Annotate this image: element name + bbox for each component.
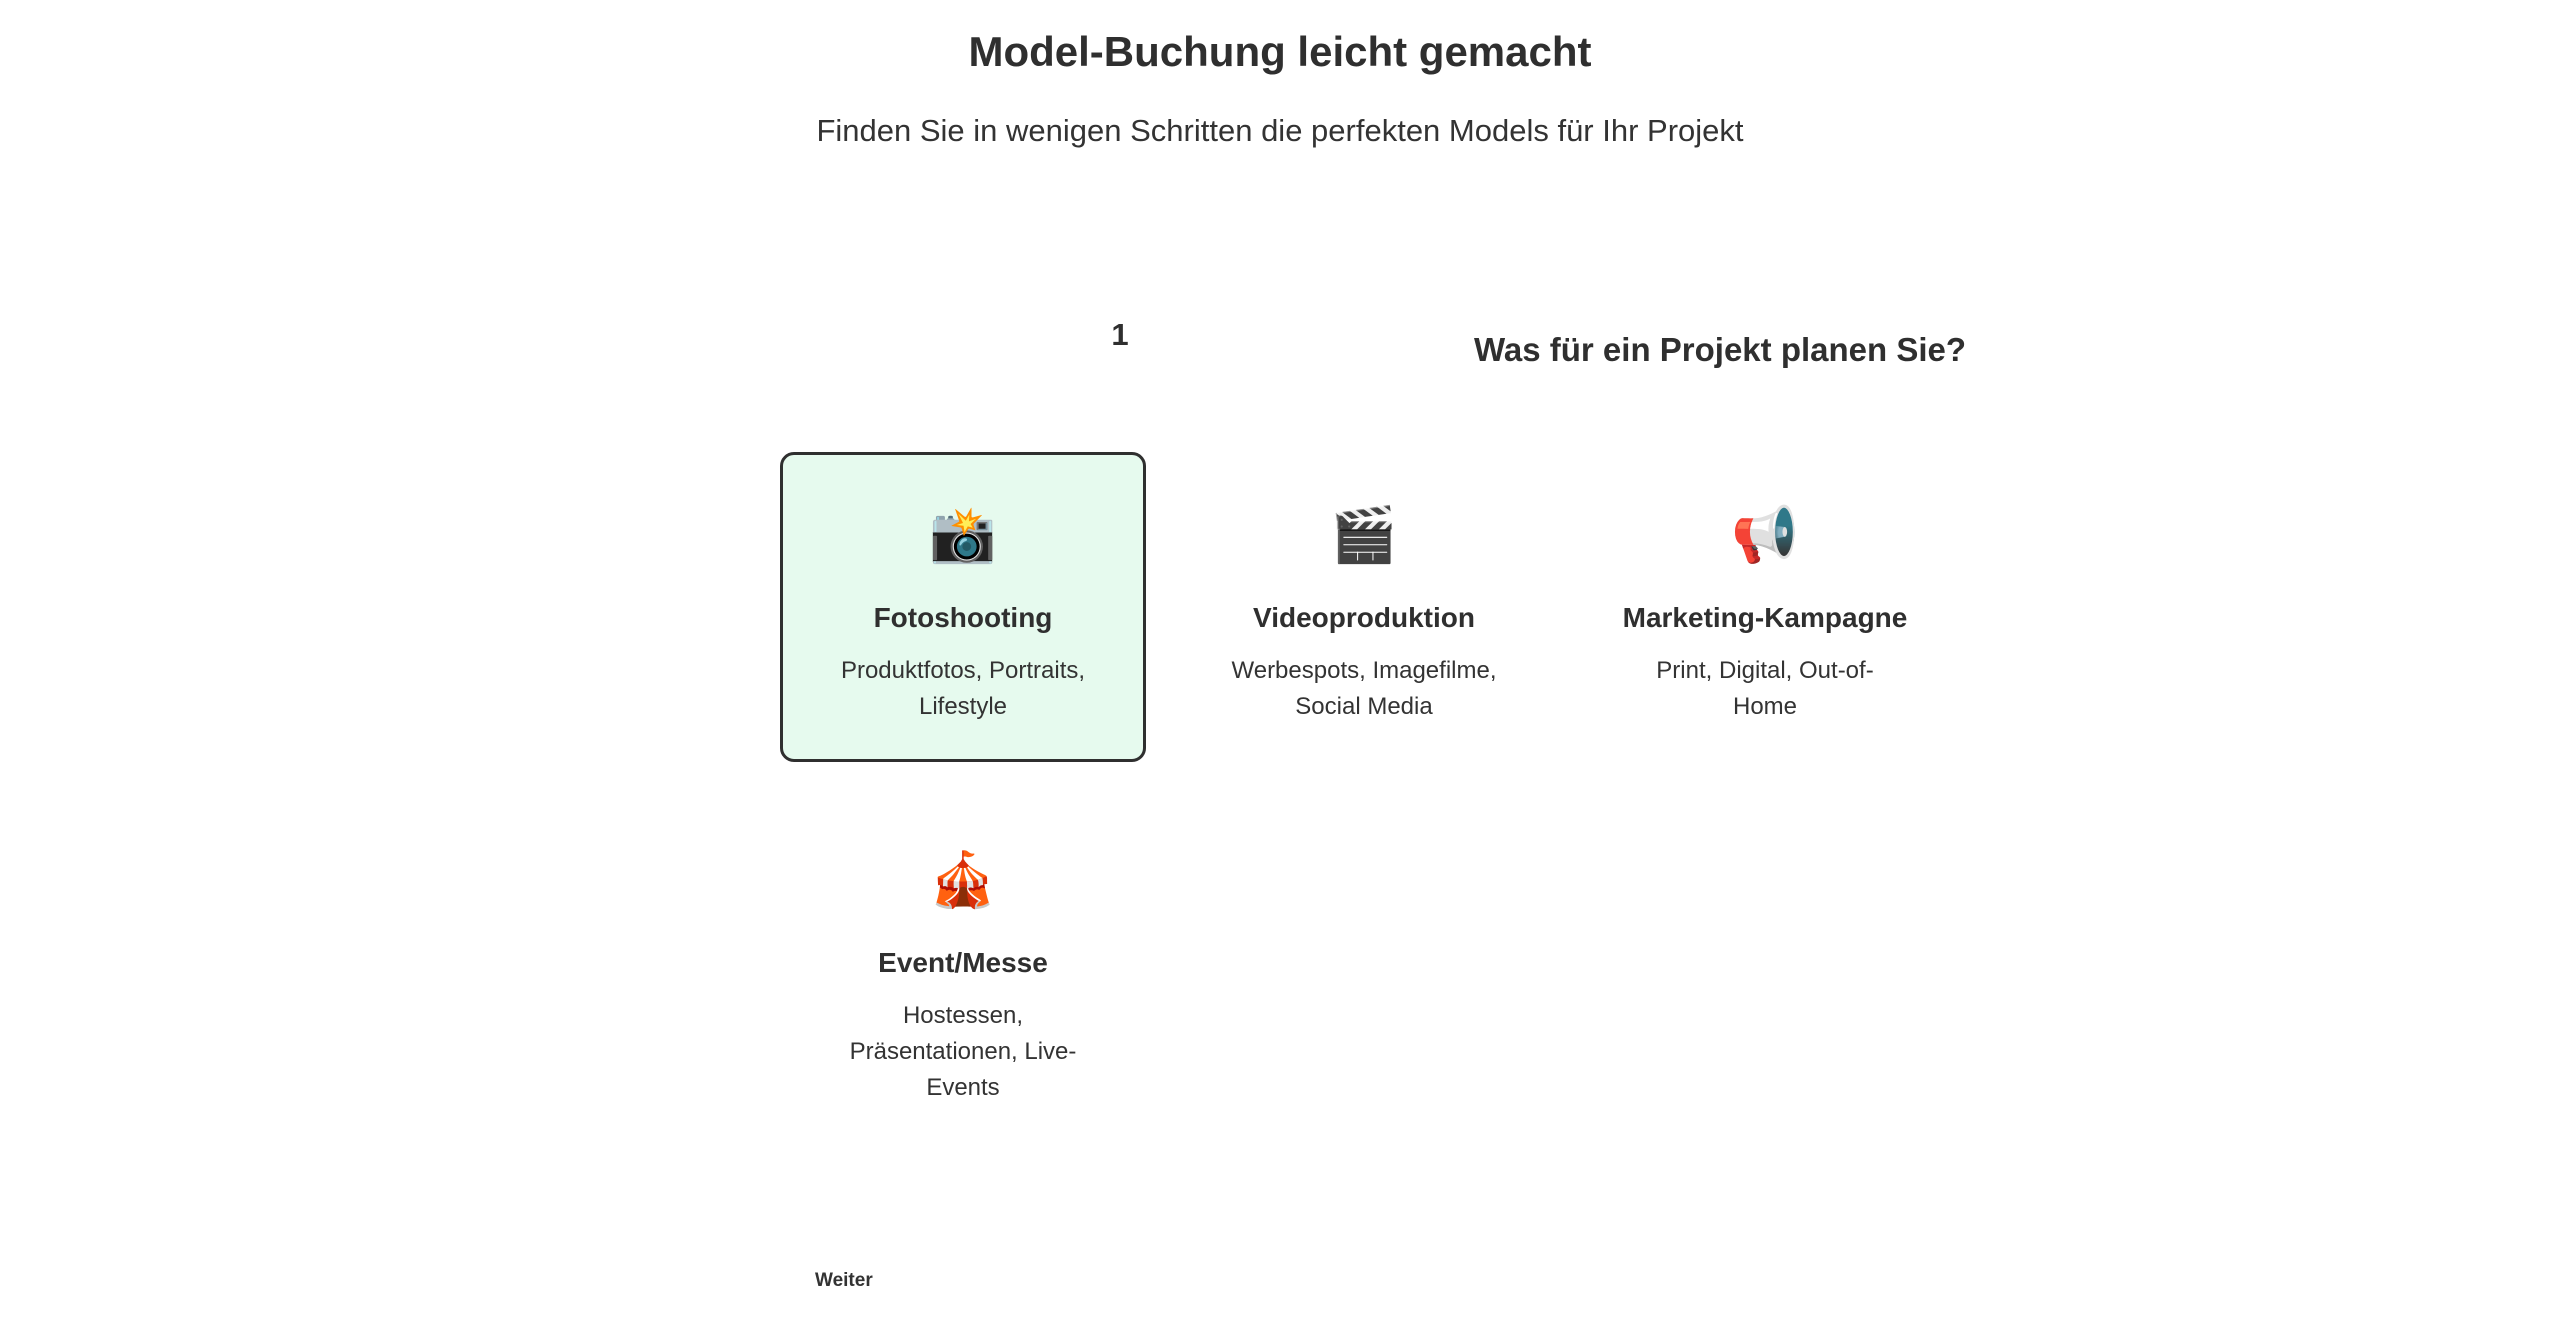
option-description: Print, Digital, Out-of-Home xyxy=(1656,657,1874,720)
option-title: Fotoshooting xyxy=(873,602,1053,633)
option-card-marketing-kampagne[interactable] xyxy=(1582,452,1948,762)
circus-tent-icon: 🎪 xyxy=(929,848,997,911)
camera-flash-icon: 📸 xyxy=(929,503,997,566)
option-title: Marketing-Kampagne xyxy=(1622,602,1908,633)
page-subtitle: Finden Sie in wenigen Schritten die perfekten Models für Ihr Projekt xyxy=(816,113,1744,148)
option-card-videoproduktion[interactable] xyxy=(1181,452,1547,762)
option-title: Videoproduktion xyxy=(1253,602,1475,633)
megaphone-icon: 📢 xyxy=(1731,503,1799,566)
clapper-board-icon: 🎬 xyxy=(1330,503,1398,566)
step-question: Was für ein Projekt planen Sie? xyxy=(1473,331,1967,368)
next-button[interactable]: Weiter xyxy=(815,1270,873,1291)
option-description: Werbespots, Imagefilme, Social Media xyxy=(1231,657,1497,720)
option-card-fotoshooting[interactable] xyxy=(780,452,1146,762)
step-number: 1 xyxy=(1111,317,1129,352)
option-description: Produktfotos, Portraits, Lifestyle xyxy=(840,657,1086,720)
option-title: Event/Messe xyxy=(878,947,1048,978)
page-title: Model-Buchung leicht gemacht xyxy=(968,28,1592,75)
option-description: Hostessen, Präsentationen, Live-Events xyxy=(849,1002,1077,1101)
option-card-event-messe[interactable] xyxy=(780,797,1146,1107)
